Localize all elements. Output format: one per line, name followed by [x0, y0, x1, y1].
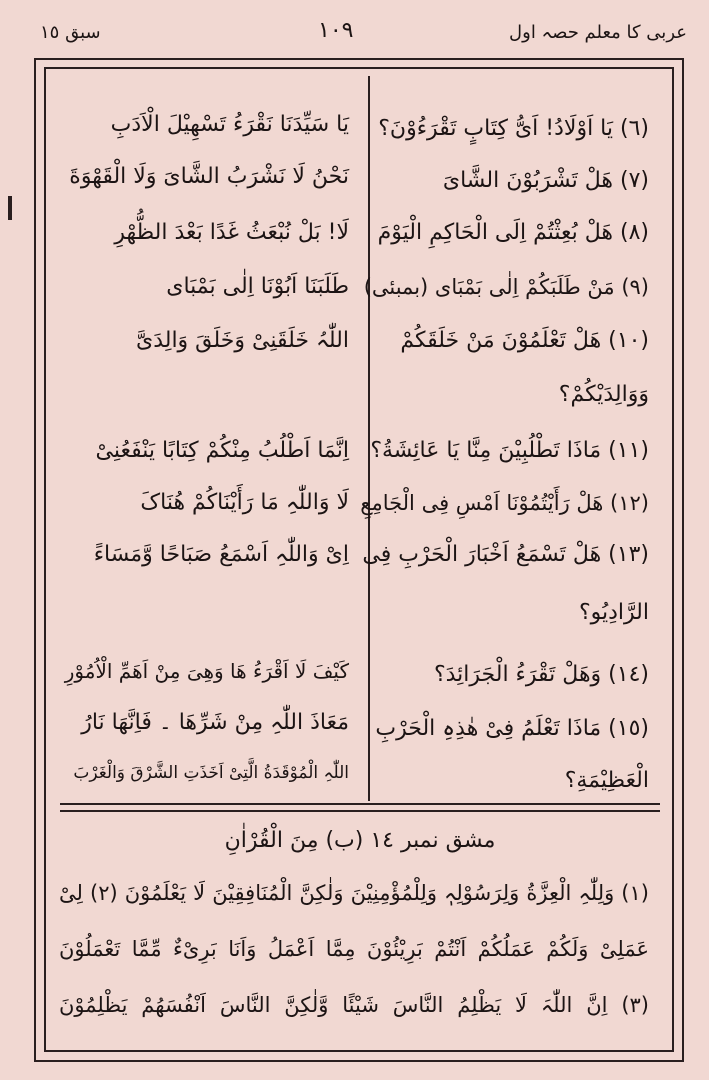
- margin-mark: [8, 196, 12, 220]
- answer-7: نَحْنُ لَا نَشْرَبُ الشَّایَ وَلَا الْقَھْوَةَ: [69, 164, 349, 189]
- question-10-cont: وَوَالِدَیْکُمْ؟: [558, 382, 649, 407]
- quran-line-2: عَمَلِیْ وَلَکُمْ عَمَلُکُمْ اَنْتُمْ بَرِیْئُوْنَ مِمَّا اَعْمَلُ وَاَنَا بَرِیْءٌ مِّمَّا تَعْمَلُوْنَ: [59, 937, 649, 961]
- answer-15-cont: اللّٰہِ الْمُوْقَدَةُ الَّتِیْ اَخَذَتِ الشَّرْقَ وَالْغَرْبَ: [73, 763, 349, 783]
- answer-15: مَعَاذَ اللّٰہِ مِنْ شَرِّھَا ۔ فَاِنَّھَا نَارُ: [81, 710, 349, 735]
- question-12: (١٢) ھَلْ رَأَیْتُمُوْنَا اَمْسِ فِی الْجَامِعِ: [360, 491, 649, 515]
- exercise-title: مشق نمبر ١٤ (ب) مِنَ الْقُرْاٰنِ: [224, 828, 496, 853]
- section-divider-2: [60, 810, 660, 812]
- answer-10: اللّٰہُ خَلَقَنِیْ وَخَلَقَ وَالِدَیَّ: [135, 328, 349, 353]
- question-13-cont: الرَّادِیُو؟: [578, 600, 649, 625]
- page-number: ١٠٩: [318, 18, 354, 43]
- answer-11: اِنَّمَا اَطْلُبُ مِنْکُمْ کِتَابًا یَنْفَعُنِیْ: [95, 438, 349, 463]
- question-11: (١١) مَاذَا تَطْلُبِیْنَ مِنَّا یَا عَائِشَةُ؟: [370, 438, 649, 463]
- answer-12: لَا وَاللّٰہِ مَا رَأَیْنَاکُمْ ھُنَاکَ: [140, 490, 349, 515]
- answer-13: اِیْ وَاللّٰہِ اَسْمَعُ صَبَاحًا وَّمَسَاءً: [93, 542, 349, 567]
- quran-line-3: (٣) اِنَّ اللّٰہَ لَا یَظْلِمُ النَّاسَ شَیْئًا وَّلٰکِنَّ النَّاسَ اَنْفُسَھُمْ یَظْلِمُوْنَ: [59, 993, 649, 1017]
- question-8: (٨) ھَلْ بُعِثْتُمْ اِلَی الْحَاکِمِ الْیَوْمَ: [377, 220, 649, 245]
- question-15: (١٥) مَاذَا تَعْلَمُ فِیْ ھٰذِہِ الْحَرْبِ: [375, 716, 649, 741]
- question-13: (١٣) ھَلْ تَسْمَعُ اَخْبَارَ الْحَرْبِ فِی: [362, 542, 649, 567]
- book-title: عربی کا معلم حصہ اول: [509, 22, 687, 43]
- question-15-cont: الْعَظِیْمَةِ؟: [564, 768, 649, 793]
- section-divider: [60, 803, 660, 805]
- question-10: (١٠) ھَلْ تَعْلَمُوْنَ مَنْ خَلَقَکُمْ: [400, 328, 649, 353]
- answer-8: لَا! بَلْ نُبْعَثُ غَدًا بَعْدَ الظُّھْرِ: [114, 220, 349, 245]
- answer-9: طَلَبَنَا اَبُوْنَا اِلٰی بَمْبَای: [166, 274, 349, 299]
- question-9: (٩) مَنْ طَلَبَکُمْ اِلٰی بَمْبَای (بمبئی): [363, 275, 649, 299]
- lesson-label: سبق ١٥: [40, 22, 101, 43]
- question-14: (١٤) وَھَلْ تَقْرَءُ الْجَرَائِدَ؟: [433, 662, 649, 687]
- question-6: (٦) یَا اَوْلَادُ! اَیُّ کِتَابٍ تَقْرَءُوْنَ؟: [378, 116, 649, 141]
- answer-14: کَیْفَ لَا اَقْرَءُ ھَا وَھِیَ مِنْ اَھَمِّ الْاُمُوْرِ: [64, 659, 349, 683]
- quran-line-1: (١) وَلِلّٰہِ الْعِزَّةُ وَلِرَسُوْلِہٖ وَلِلْمُؤْمِنِیْنَ وَلٰکِنَّ الْمُنَافِقِیْنَ لَا یَعْلَمُوْنَ (٢) لِیْ: [59, 881, 649, 905]
- answer-6: یَا سَیِّدَنَا نَقْرَءُ تَسْھِیْلَ الْاَدَبِ: [110, 112, 349, 137]
- question-7: (٧) ھَلْ تَشْرَبُوْنَ الشَّایَ: [442, 168, 649, 193]
